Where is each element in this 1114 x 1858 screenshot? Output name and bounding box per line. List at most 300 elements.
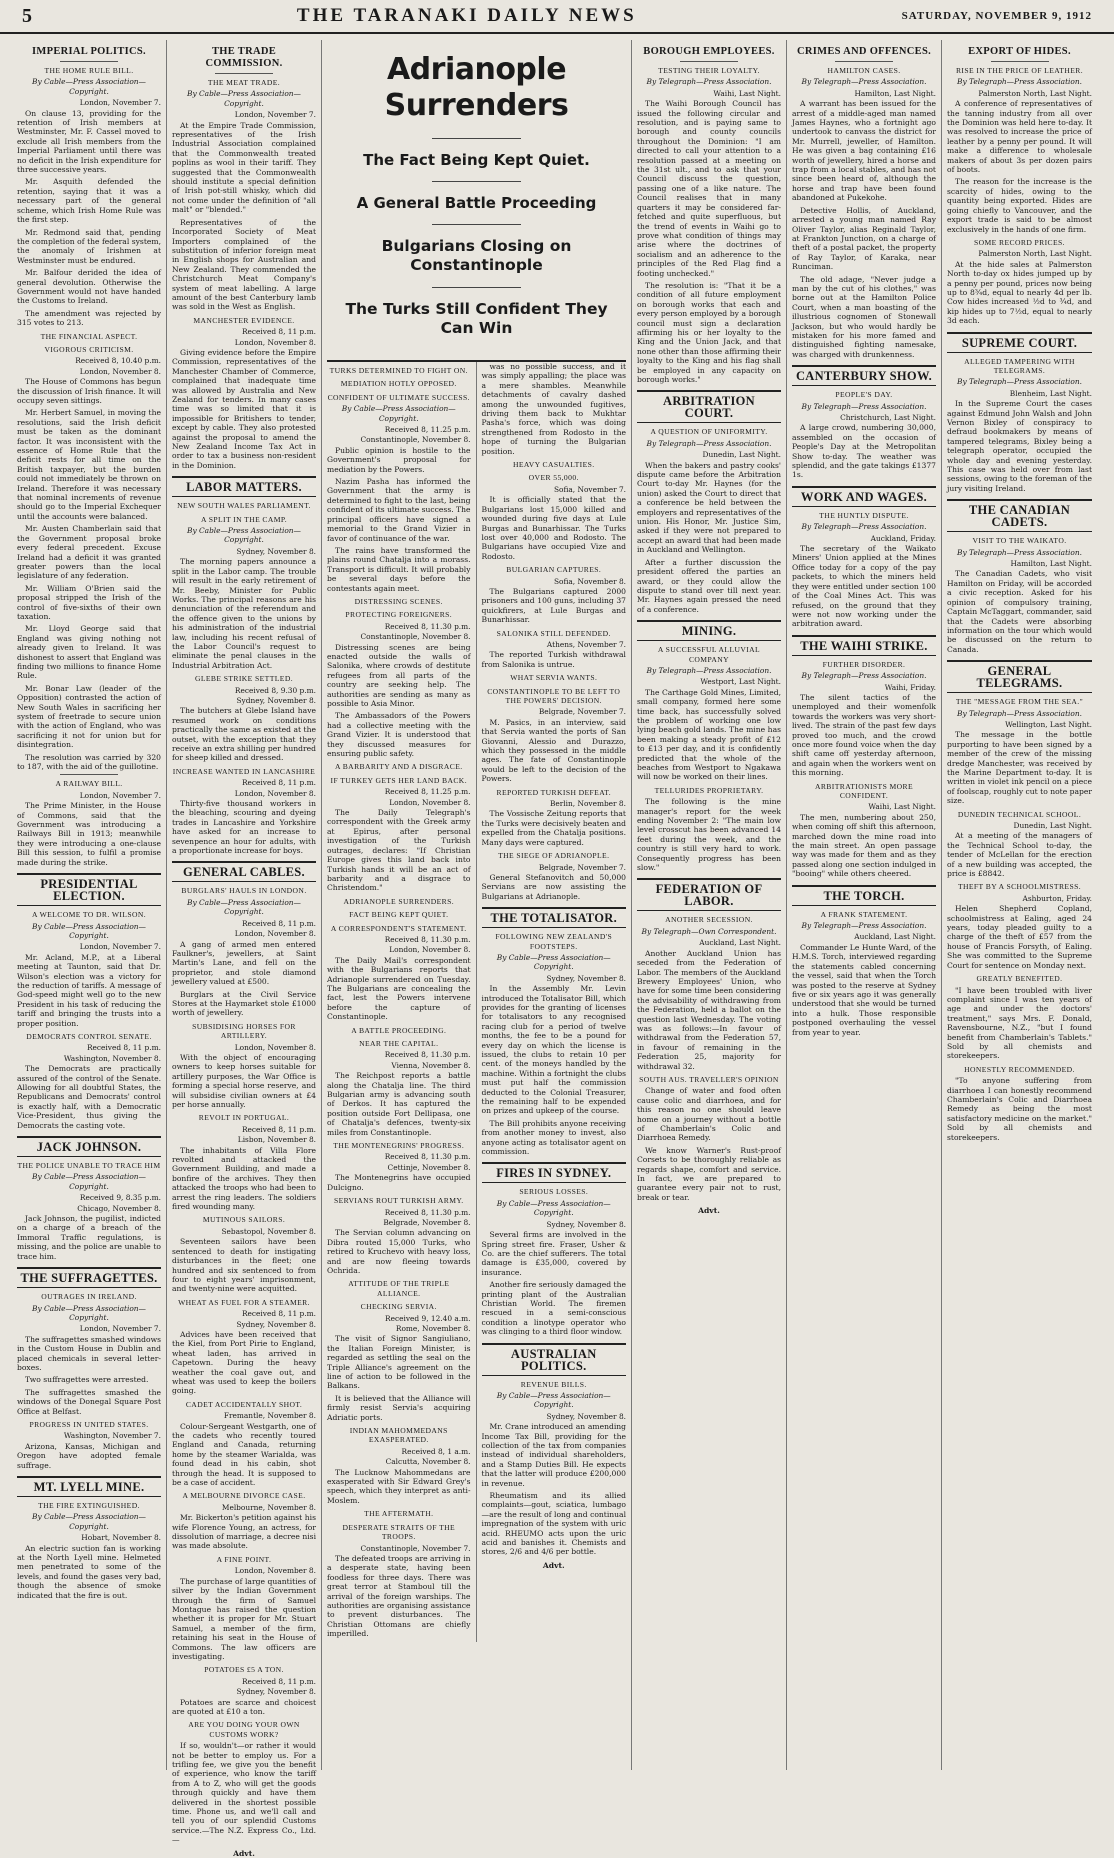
subheading: TESTING THEIR LOYALTY. <box>658 66 760 75</box>
paragraph: Distressing scenes are being enacted outside the walls of Salonika, where crowds of destitute refugees from all parts of the country are seeking help. The authorities are sending as many as possible to Asia Minor. <box>327 642 471 708</box>
subheading: GLEBE STRIKE SETTLED. <box>194 674 294 684</box>
paragraph: The House of Commons has begun the discussion of Irish finance. It will occupy seven sittings. <box>17 377 161 405</box>
section-heading: CANTERBURY SHOW. <box>792 365 936 386</box>
byline: By Telegraph—Press Association. <box>957 547 1082 557</box>
subheading: VISIT TO THE WAIKATO. <box>972 536 1067 546</box>
subheading: A BARBARITY AND A DISGRACE. <box>334 762 463 772</box>
paragraph: The old adage, "Never judge a man by the cut of his clothes," was borne out at the Hamilton Police Court, when a man boasting of the illustrious cognomen of Stonewall Jackson, but who would hardly be mistaken for his more famed and distinguished fighting namesake, was charged with drunkenness. <box>792 274 936 359</box>
subheading: CONSTANTINOPLE TO BE LEFT TO THE POWERS' DECISION. <box>487 686 621 705</box>
received-line: Received 9, 8.35 p.m. <box>79 1193 161 1203</box>
paragraph: Colour-Sergeant Westgarth, one of the cadets who recently toured England and Canada, returning home by the steamer Warialda, was found dead in his cabin, shot through the head. It is supposed to be a case of accident. <box>172 1421 316 1488</box>
byline: By Cable—Press Association—Copyright. <box>341 404 456 423</box>
paragraph: A gang of armed men entered Faulkner's, jewellers, at Saint Martin's Lane, and fell on the proprietor, and stole diamond jewellery valued at £500. <box>172 939 316 987</box>
dateline: Dunedin, Last Night. <box>702 450 781 460</box>
subheading: POTATOES £5 A TON. <box>204 1665 284 1675</box>
subheading: THEFT BY A SCHOOLMISTRESS. <box>957 882 1082 892</box>
subheading: SALONIKA STILL DEFENDED. <box>496 628 611 638</box>
paragraph: Mr. Acland, M.P., at a Liberal meeting at Taunton, said that Dr. Wilson's election was a victory for the reduction of tariffs. A message of God-speed might well go to the new President in his task of reducing the tariff and bringing the trusts into a proper position. <box>17 952 161 1028</box>
subheading: NEW SOUTH WALES PARLIAMENT. <box>177 501 311 511</box>
byline: By Telegraph—Press Association. <box>801 401 927 411</box>
section-heading: THE CANADIAN CADETS. <box>947 499 1092 532</box>
received-line: Received 8, 11 p.m. <box>241 918 316 928</box>
dateline: Westport, Last Night. <box>700 677 781 687</box>
column-1 <box>12 40 167 1770</box>
column-7 <box>942 40 1097 1770</box>
main-headline: Adrianople Surrenders <box>384 52 569 123</box>
byline: By Telegraph—Press Association. <box>957 77 1082 87</box>
paragraph: Mr. Austen Chamberlain said that the Government proposal broke every federal precedent. Excuse Ireland had a deficit it was granted greater powers than the local legislature of any federation. <box>17 524 161 581</box>
subheading: A QUESTION OF UNIFORMITY. <box>650 427 768 437</box>
subheading: VIGOROUS CRITICISM. <box>44 344 134 354</box>
received-line: Received 8, 11.30 p.m. <box>384 1050 471 1060</box>
dateline: London, November 8. <box>234 788 316 798</box>
section-heading: AUSTRALIAN POLITICS. <box>482 1343 626 1376</box>
paragraph: Giving evidence before the Empire Commission, representatives of the Manchester Chamber of Commerce, complained that inadequate time was allowed by Australia and New Zealand for tenders. In many cases time was so limited that it is impossible for Britishers to tender, except by cable. They also protested against the proposal to amend the New Zealand Income Tax Act in order to tax a business non-resident in the Dominion. <box>172 347 316 470</box>
paragraph: Public opinion is hostile to the Government's proposal for mediation by the Powers. <box>327 445 471 474</box>
paragraph: Mr. Bickerton's petition against his wife Florence Young, an actress, for dissolution of marriage, a decree nisi was made absolute. <box>172 1513 316 1551</box>
paragraph: Mr. Redmond said that, pending the completion of the federal system, the anomaly of Irishmen at Westminster must be endured. <box>17 227 161 265</box>
section-heading: EXPORT OF HIDES. <box>968 46 1071 57</box>
dateline: London, November 8. <box>79 366 161 376</box>
byline: By Cable—Press Association—Copyright. <box>32 1512 146 1531</box>
subheading: A WELCOME TO DR. WILSON. <box>31 910 147 920</box>
subheading: INDIAN MAHOMMEDANS EXASPERATED. <box>349 1426 448 1445</box>
subheading: A FRANK STATEMENT. <box>820 909 908 919</box>
dateline: Washington, November 8. <box>63 1053 161 1063</box>
dateline: Constantinople, November 7. <box>360 1543 471 1553</box>
subheading: INCREASE WANTED IN LANCASHIRE <box>172 766 316 776</box>
subheading: SUBSIDISING HORSES FOR ARTILLERY. <box>192 1021 296 1041</box>
section-heading: FIRES IN SYDNEY. <box>482 1162 626 1183</box>
received-line: Received 8, 11 p.m. <box>241 1676 316 1686</box>
received-line: Received 8, 11.30 p.m. <box>384 1152 471 1162</box>
paragraph: Mr. Herbert Samuel, in moving the resolutions, said the Irish deficit must be taken as the dominant factor. It was inconsistent with the essence of Home Rule that the deficit rests for all time on the British taxpayer, but the burden could not immediately be thrown on Ireland. Therefore it was necessary that nominal increments of revenue should go to the Imperial Exchequer until the accounts were balanced. <box>17 408 161 521</box>
dateline: Auckland, Last Night. <box>699 938 781 948</box>
byline: By Telegraph—Press Association. <box>801 921 927 931</box>
dateline: Cettinje, November 8. <box>387 1162 471 1172</box>
dateline: London, November 7. <box>79 790 161 800</box>
paragraph: The Reichpost reports a battle along the Chatalja line. The third Bulgarian army is advancing south of Derkos. It has captured the position outside Fort Dellipasa, one of Chatalja's defences, twenty-six miles from Constantinople. <box>327 1071 471 1137</box>
dateline: Sofia, November 8. <box>553 576 626 586</box>
divider <box>680 61 738 62</box>
deck-headline: The Turks Still Confident They Can Win <box>345 300 608 337</box>
advert-text: "I have been troubled with liver complaint since I was ten years of age and under the doctors' treatment," says Mrs. F. Donald, Ravensbourne, N.Z., "but I found benefit from Chamberlain's Tablets." Sold by all chemists and storekeepers. <box>947 985 1092 1061</box>
subheading: HEAVY CASUALTIES. <box>512 460 595 470</box>
paragraph: The Daily Mail's correspondent with the Bulgarians reports that Adrianople surrendered on Tuesday. The Bulgarians are concealing the fact, lest the Powers intervene before the capture of Constantinople. <box>327 955 471 1022</box>
war-news-right <box>477 362 626 1642</box>
advert-text: Rheumatism and its allied complaints—gout, sciatica, lumbago—are the result of long and continual impregnation of the system with uric acid. RHEUMO acts upon the uric acid and banishes it. Chemists and stores, 2/6 and 4/6 per bottle. <box>481 1491 626 1557</box>
dateline: Chicago, November 8. <box>77 1203 161 1213</box>
subheading: TELLURIDES PROPRIETARY. <box>654 785 764 795</box>
paragraph: The defeated troops are arriving in a desperate state, having been foodless for three days. There was great terror at Stamboul till the arrival of the foreign warships. The authorities are organising assistance to prevent disturbances. The Christian Ottomans are chiefly imperilled. <box>327 1553 471 1639</box>
subheading: DUNEDIN TECHNICAL SCHOOL. <box>957 809 1082 819</box>
paragraph: Jack Johnson, the pugilist, indicted on a charge of a breach of the Immoral Traffic regulations, is missing, and the police are unable to trace him. <box>17 1214 161 1261</box>
received-line: Received 8, 11.30 p.m. <box>384 1207 471 1217</box>
newspaper-title: THE TARANAKI DAILY NEWS <box>296 5 637 26</box>
subheading: THE "MESSAGE FROM THE SEA." <box>955 697 1084 707</box>
subheading: A SUCCESSFUL ALLUVIAL COMPANY <box>657 645 761 664</box>
subheading: A FINE POINT. <box>216 1554 272 1564</box>
paragraph: The Lucknow Mahommedans are exasperated with Sir Edward Grey's speech, which they interpret as anti-Moslem. <box>327 1467 471 1505</box>
paragraph: Seventeen sailors have been sentenced to death for instigating disturbances in the fleet; one hundred and six sentenced to from four to eight years' imprisonment, and twenty-nine were acquitted. <box>172 1237 316 1294</box>
paragraph: The Canadian Cadets, who visit Hamilton on Friday, will be accorded a civic reception. Asked for his opinion of compulsory training, Captain McTaggart, commander, said that the Cadets were absorbing information on the tour which would be discussed on the return to Canada. <box>947 569 1092 654</box>
subheading: REPORTED TURKISH DEFEAT. <box>496 787 612 797</box>
dateline: Hobart, November 8. <box>81 1533 161 1543</box>
paragraph: was no possible success, and it was simply appalling; the place was a mere shambles. Meanwhile detachments of cavalry dashed among the unwounded fugitives, driving them back to Mukhtar Pasha's force, which was doing strengthened from Rodosto in the hope of turning the Bulgarian position. <box>481 362 626 456</box>
subheading: A RAILWAY BILL. <box>55 779 123 789</box>
deck-headline: Bulgarians Closing on Constantinople <box>381 237 572 274</box>
war-news-column <box>322 40 632 1770</box>
paragraph: The suffragettes smashed the windows of the Donegal Square Post Office at Belfast. <box>17 1387 161 1416</box>
paragraph: The purchase of large quantities of silver by the Indian Government through the firm of Samuel Montague has raised the question whether it is proper for Mr. Stuart Samuel, a member of the firm, retaining his seat in the House of Commons. The law officers are investigating. <box>172 1576 316 1661</box>
subheading: RISE IN THE PRICE OF LEATHER. <box>955 66 1084 75</box>
section-heading: THE TOTALISATOR. <box>482 907 626 928</box>
received-line: Received 9, 12.40 a.m. <box>385 1313 471 1323</box>
paragraph: Commander Le Hunte Ward, of the H.M.S. Torch, interviewed regarding the statements cabled concerning the vessel, said that when the Torch was posted to the reserve at Sydney five or six years ago it was generally understood that she would be turned into a hulk. Those responsible postponed overhauling the vessel from year to year. <box>792 942 936 1037</box>
received-line: Received 8, 11 p.m. <box>241 1124 316 1134</box>
dateline: Rome, November 8. <box>395 1323 471 1333</box>
paragraph: Helen Shepherd Copland, schoolmistress at Ealing, aged 24 years, today pleaded guilty to a charge of the theft of £57 from the house of Francis Forsyth, of Ealing. She was committed to the Supreme Court for sentence on Monday next. <box>947 904 1092 970</box>
byline: By Cable—Press Association—Copyright. <box>187 526 301 545</box>
advert-text: "To anyone suffering from diarrhoea I can honestly recommend Chamberlain's Colic and Diarrhoea Remedy as being the most satisfactory medicine on the market." Sold by all chemists and storekeepers. <box>947 1076 1092 1142</box>
subheading: BULGARIAN CAPTURES. <box>506 565 602 575</box>
paragraph: Another Auckland Union has seceded from the Federation of Labor. The members of the Auckland Brewery Employees' Union, who have for some time been considering the advisability of withdrawing from the Federation, held a ballot on the question last Wednesday. The voting was as follows:—In favour of withdrawal from the Federation 57, in favour of remaining in the Federation 25, majority for withdrawal 32. <box>637 948 781 1071</box>
subheading: SERIOUS LOSSES. <box>519 1187 589 1197</box>
dateline: Ashburton, Friday. <box>1022 893 1092 903</box>
paragraph: Representatives of the Incorporated Society of Meat Importers complained of the substitution of inferior foreign meat in English shops for Australian and New Zealand. They commended the Christchurch Meat Company's system of meat labelling. A large amount of the best Canterbury lamb was sold in the West as English. <box>172 217 316 312</box>
paragraph: Mr. Crane introduced an amending Income Tax Bill, providing for the collection of the tax from companies instead of individual shareholders, and a Stamp Duties Bill. He expects that the latter will produce £200,000 in revenue. <box>481 1422 626 1488</box>
paragraph: The reason for the increase is the scarcity of hides, owing to the quantity being exported. Hides are going chiefly to Vancouver, and the export trade is said to be almost exclusively in the hands of one firm. <box>947 177 1092 234</box>
byline: By Telegraph—Own Correspondent. <box>641 926 777 936</box>
subheading: THE SIEGE OF ADRIANOPLE. <box>498 851 610 861</box>
received-line: Received 8, 11.25 p.m. <box>384 787 471 797</box>
paragraph: M. Pasics, in an interview, said that Servia wanted the ports of San Giovanni, Alessio and Durazzo, which they possessed in the middle ages. The fate of Constantinople would be left to the decision of the Powers. <box>481 717 626 784</box>
paragraph: Detective Hollis, of Auckland, arrested a young man named Ray Oliver Taylor, alias Reginald Taylor, at Frankton Junction, on a charge of theft of a postal packet, the property of Ray Taylor, of Karaka, near Runciman. <box>792 205 936 272</box>
column-2 <box>167 40 322 1858</box>
advert-marker: Advt. <box>698 1206 720 1216</box>
paragraph: Mr. William O'Brien said the proposal stripped the Irish of the control of five-sixths of their own taxation. <box>17 583 161 621</box>
dateline: Belgrade, November 8. <box>383 1217 471 1227</box>
advert-heading: ARE YOU DOING YOUR OWN CUSTOMS WORK? <box>188 1720 300 1739</box>
advert-text: Change of water and food often cause colic and diarrhoea, and for this reason no one should leave home on a journey without a bottle of Chamberlain's Colic and Diarrhoea Remedy. <box>637 1086 781 1143</box>
divider <box>60 61 118 62</box>
dateline: Auckland, Last Night. <box>854 932 936 942</box>
subheading: DISTRESSING SCENES. <box>354 596 443 606</box>
subheading: ANOTHER SECESSION. <box>665 915 753 925</box>
dateline: London, November 7. <box>79 942 161 952</box>
subheading: ALLEGED TAMPERING WITH TELEGRAMS. <box>964 356 1075 375</box>
received-line: Received 8, 11 p.m. <box>241 327 316 337</box>
paragraph: The Prime Minister, in the House of Commons, said that the Government was introducing a Railways Bill in 1913; meanwhile they were introducing a one-clause Bill this session, to fulfil a promise made during the strike. <box>17 801 161 867</box>
advert-marker: Advt. <box>542 1560 565 1570</box>
section-heading: THE WAIHI STRIKE. <box>792 635 936 656</box>
paragraph: The inhabitants of Villa Flore revolted and attacked the Government Building, and made a bonfire of the archives. They then attacked the troops who had been to arrest the ring leaders. The soldiers fired wounding many. <box>172 1145 316 1212</box>
subheading: REVENUE BILLS. <box>520 1379 587 1389</box>
dateline: Sydney, November 8. <box>546 973 626 983</box>
byline: By Cable—Press Association—Copyright. <box>32 921 146 940</box>
received-line: Received 8, 11 p.m. <box>86 1043 161 1053</box>
paragraph: It is believed that the Alliance will firmly resist Servia's acquiring Adriatic ports. <box>327 1393 471 1422</box>
paragraph: The Ambassadors of the Powers had a collective meeting with the Grand Vizier. It is understood that they discussed measures for ensuring public safety. <box>327 711 471 759</box>
dateline: London, November 7. <box>234 110 316 120</box>
byline: By Cable—Press Association—Copyright. <box>496 952 611 972</box>
paragraph: The Montenegrins have occupied Dulcigno. <box>327 1173 471 1192</box>
subheading: PEOPLE'S DAY. <box>835 390 893 400</box>
dateline: Sydney, November 8. <box>236 695 316 705</box>
byline: By Telegraph—Press Association. <box>646 665 772 675</box>
paragraph: The men, numbering about 250, when coming off shift this afternoon, marched down the mine road into the main street. An open passage way was made for them and as they passed along one section indulged in "booing" while others cheered. <box>792 812 936 879</box>
paragraph: The silent tactics of the unemployed and their womenfolk towards the workers was very short-lived. The strain of the past few days proved too much, and the crowd once more found voice when the day shift came off yesterday afternoon, and again when the workers went on this morning. <box>792 692 936 778</box>
paragraph: The rains have transformed the plains round Chatalja into a morass. Transport is difficult. It will probably be several days before the contestants again meet. <box>327 545 471 593</box>
subheading: WHEAT AS FUEL FOR A STEAMER. <box>178 1297 310 1307</box>
paragraph: The butchers at Glebe Island have resumed work on conditions practically the same as existed at the outset, with the exception that they receive an extra shilling per hundred for sheep killed and dressed. <box>172 706 316 763</box>
paragraph: The Bill prohibits anyone receiving from another money to invest, also anyone acting as totalisator agent on commission. <box>481 1118 626 1157</box>
paragraph: Potatoes are scarce and choicest are quoted at £10 a ton. <box>172 1697 316 1716</box>
byline: By Telegraph—Press Association. <box>646 77 772 87</box>
section-heading: THE TORCH. <box>792 885 936 906</box>
issue-date: SATURDAY, NOVEMBER 9, 1912 <box>901 10 1092 22</box>
received-line: Received 8, 10.40 p.m. <box>75 356 161 366</box>
subheading: SOUTH AUS. TRAVELLER'S OPINION <box>639 1074 779 1084</box>
divider <box>432 287 522 288</box>
subheading: WHAT SERVIA WANTS. <box>510 673 598 683</box>
dateline: Vienna, November 8. <box>391 1060 471 1070</box>
byline: By Telegraph—Press Association. <box>957 708 1082 718</box>
subheading: MEDIATION HOTLY OPPOSED. <box>340 379 457 389</box>
section-heading: MINING. <box>637 620 781 641</box>
dateline: Sofia, November 7. <box>553 484 626 494</box>
byline: By Cable—Press Association—Copyright. <box>32 1303 146 1322</box>
section-heading: CRIMES AND OFFENCES. <box>796 46 932 57</box>
subheading: A BATTLE PROCEEDING. <box>351 1025 447 1035</box>
paragraph: The visit of Signor Sangiuliano, the Italian Foreign Minister, is regarded as settling the seal on the Triple Alliance's agreement on the line of action to be followed in the Balkans. <box>327 1334 471 1391</box>
paragraph: Thirty-five thousand workers in the bleaching, scouring and dyeing trades in Lancashire and Yorkshire have asked for an increase to sevenpence an hour for adults, with a proportionate increase for boys. <box>172 799 316 856</box>
byline: By Cable—Press Association—Copyright. <box>496 1390 611 1410</box>
paragraph: In the Supreme Court the cases against Edmund John Walsh and John Vernon Bixley of conspiracy to defraud bookmakers by means of tampered telegrams, Bixley being a telegraph operator, occupied the whole day and evening yesterday. This case was held over from last sessions, owing to the foreman of the jury visiting Ireland. <box>947 399 1092 493</box>
paragraph: When the bakers and pastry cooks' dispute came before the Arbitration Court to-day Mr. Haynes (for the union) asked the Court to direct that a conference be held between the employers and representatives of the union. His Honor, Mr. Justice Sim, asked if they were not prepared to accept an award that had been made in Auckland and Wellington. <box>637 460 781 555</box>
advert-heading: HONESTLY RECOMMENDED. <box>964 1064 1075 1074</box>
dateline: Melbourne, November 8. <box>221 1502 316 1512</box>
received-line: Received 8, 11 p.m. <box>241 1309 316 1319</box>
divider <box>432 181 522 182</box>
received-line: Received 8, 11.30 p.m. <box>384 934 471 944</box>
subheading: CONFIDENT OF ULTIMATE SUCCESS. <box>327 392 470 402</box>
paragraph: A conference of representatives of the tanning industry from all over the Dominion was held here to-day. It was resolved to increase the price of leather by a penny per pound. It will make a difference to wholesale makers of about 3s per dozen pairs of boots. <box>947 99 1092 175</box>
dateline: London, November 8. <box>389 797 471 807</box>
section-heading: JACK JOHNSON. <box>17 1136 161 1157</box>
subheading: A CORRESPONDENT'S STATEMENT. <box>330 923 467 933</box>
section-heading: GENERAL TELEGRAMS. <box>947 660 1092 693</box>
dateline: Palmerston North, Last Night. <box>978 88 1092 98</box>
dateline: Sydney, November 8. <box>236 1687 316 1697</box>
subheading: ARBITRATIONISTS MORE CONFIDENT. <box>814 781 914 800</box>
received-line: Received 8, 11 p.m. <box>241 778 316 788</box>
subheading: OUTRAGES IN IRELAND. <box>41 1292 137 1302</box>
dateline: Sydney, November 8. <box>236 546 316 556</box>
received-line: Received 8, 11.25 p.m. <box>384 425 471 435</box>
subheading: SERVIANS ROUT TURKISH ARMY. <box>333 1196 464 1206</box>
paragraph: The Carthage Gold Mines, Limited, small company, formed here some time back, has successfully solved the problem of working one low lying beach gold lands. The mine has been making a steady profit of £12 to £13 per day, and it is confidently predicted that the whole of the beaches from Westport to Ngakawa will now be worked on their lines. <box>637 687 781 782</box>
dateline: Waihi, Friday. <box>884 682 936 692</box>
subheading: CADET ACCIDENTALLY SHOT. <box>185 1399 303 1409</box>
paragraph: Mr. Lloyd George said that England was giving nothing not already given to Ireland. It was dishonest to assert that England was finding two millions to finance Home Rule. <box>17 624 161 681</box>
subheading: NEAR THE CAPITAL. <box>359 1039 439 1048</box>
subheading: A SPLIT IN THE CAMP. <box>201 514 287 524</box>
section-heading: FEDERATION OF LABOR. <box>637 878 781 911</box>
paragraph: The resolution is: "That it be a condition of all future employment on borough works that each and every person employed by a borough council must sign a declaration affirming his or her loyalty to the King and the Union Jack, and that none other than those affirming their loyalty to the King and his flag shall be employed in any capacity on borough works." <box>637 280 781 384</box>
received-line: Received 8, 1 a.m. <box>401 1446 471 1456</box>
dateline: London, November 7. <box>79 1324 161 1334</box>
paragraph: After a further discussion the president offered the parties an award, or they could allow the dispute to stand over till next year. Mr. Haynes again pressed the need of a conference. <box>637 557 781 614</box>
dateline: Palmerston North, Last Night. <box>978 249 1092 259</box>
subheading: FOLLOWING NEW ZEALAND'S FOOTSTEPS. <box>495 932 613 951</box>
dateline: Sydney, November 8. <box>546 1219 626 1229</box>
dateline: London, November 8. <box>234 1566 316 1576</box>
section-heading: GENERAL CABLES. <box>172 861 316 882</box>
paragraph: Two suffragettes were arrested. <box>25 1375 149 1385</box>
subheading: OVER 55,000. <box>528 473 579 483</box>
section-heading: SUPREME COURT. <box>947 332 1092 353</box>
paragraph: At the Empire Trade Commission, representatives of the Irish Industrial Association complained that the Commonwealth treated poplins as wool in their tariff. They suggested that the Commonwealth should institute a special definition of Irish pot-still whisky, which did not come under the definition of "all malt" or "blended." <box>172 120 316 215</box>
byline: By Telegraph—Press Association. <box>801 77 927 87</box>
dateline: Belgrade, November 7. <box>538 707 626 717</box>
byline: By Cable—Press Association—Copyright. <box>32 77 146 96</box>
paragraph: The reported Turkish withdrawal from Salonika is untrue. <box>481 650 626 669</box>
dateline: Calcutta, November 8. <box>385 1457 471 1467</box>
subheading: IF TURKEY GETS HER LAND BACK. <box>330 775 467 785</box>
dateline: Belgrade, November 7. <box>538 862 626 872</box>
dateline: London, November 7. <box>79 98 161 108</box>
dateline: London, November 8. <box>234 337 316 347</box>
section-heading: THE TRADE COMMISSION. <box>205 46 283 69</box>
dateline: Sydney, November 8. <box>236 1319 316 1329</box>
dateline: Berlin, November 8. <box>549 799 626 809</box>
divider <box>835 61 893 62</box>
paragraph: At the hide sales at Palmerston North to-day ox hides jumped up by a penny per pound, prices now being up to 8¾d, equal to nearly 4d per lb. Cow hides increased ½d to ¾d, and kip hides up to 7½d, equal to nearly 3d each. <box>947 259 1092 326</box>
section-heading: WORK AND WAGES. <box>792 486 936 507</box>
paragraph: On clause 13, providing for the retention of Irish members at Westminster, Mr. F. Cassel moved to exclude all Irish members from the Imperial Parliament until there was no deficit in the Irish expenditure for three successive years. <box>17 108 161 175</box>
paragraph: An electric suction fan is working at the North Lyell mine. Helmeted men penetrated to some of the levels, and found the gases very bad, though the absence of smoke indicated that the fire is out. <box>17 1543 161 1600</box>
paragraph: Mr. Balfour derided the idea of general devolution. Otherwise the Government would not have handed the Customs to Ireland. <box>17 268 161 306</box>
paragraph: The Bulgarians captured 2000 prisoners and 100 guns, including 37 quickfirers, at Lule Burgas and Bunarhissar. <box>481 586 626 625</box>
received-line: Received 8, 11.30 p.m. <box>384 621 471 631</box>
paragraph: The Daily Telegraph's correspondent with the Greek army at Epirus, after personal investigation of the Turkish outrages, declares: "If Christian Europe gives this land back into Turkish hands it will be an act of barbarity and a disgrace to Christendom." <box>327 808 471 893</box>
subheading: THE MONTENEGRINS' PROGRESS. <box>333 1141 465 1151</box>
advert-text: We know Warner's Rust-proof Corsets to be thoroughly reliable as regards shape, comfort and service. In fact, we are prepared to guarantee every pair not to rust, break or tear. <box>637 1145 781 1202</box>
subheading: ADRIANOPLE SURRENDERS. <box>343 896 454 906</box>
received-line: Received 8, 9.30 p.m. <box>234 685 316 695</box>
paragraph: The morning papers announce a split in the Labor camp. The trouble will result in the early retirement of Mr. Beeby, Minister for Public Works. The principal reasons are his denunciation of the referendum and the offence given to the unions by his administration of the industrial law, including his recent refusal of the Labor Council's request to eliminate the penal clauses in the Industrial Arbitration Act. <box>172 557 316 670</box>
paragraph: The suffragettes smashed windows in the Custom House in Dublin and placed chemicals in several letter-boxes. <box>17 1334 161 1372</box>
subheading: TURKS DETERMINED TO FIGHT ON. <box>329 366 468 375</box>
war-news-subcolumns <box>327 360 626 1642</box>
subheading: PROTECTING FOREIGNERS. <box>345 610 453 620</box>
dateline: Athens, November 7. <box>546 639 626 649</box>
dateline: Hamilton, Last Night. <box>854 88 936 98</box>
column-6 <box>787 40 942 1770</box>
subheading: THE POLICE UNABLE TO TRACE HIM <box>17 1161 161 1171</box>
section-heading: MT. LYELL MINE. <box>17 1476 161 1497</box>
subheading: A MELBOURNE DIVORCE CASE. <box>182 1491 306 1501</box>
paragraph: Nazim Pasha has informed the Government that the army is determined to fight to the last, being confident of its ultimate success. The principal officers have signed a memorial to the Grand Vizier in favor of continuance of the war. <box>327 477 471 543</box>
paragraph: Several firms are involved in the Spring street fire. Fraser, Usher & Co. are the chief sufferers. The total damage is £35,000, covered by insurance. <box>481 1230 626 1277</box>
dateline: Lisbon, November 8. <box>237 1135 316 1145</box>
subheading: SOME RECORD PRICES. <box>974 237 1065 247</box>
subheading: DEMOCRATS CONTROL SENATE. <box>26 1031 152 1041</box>
paragraph: The secretary of the Waikato Miners' Union applied at the Mines Office today for a copy of the pay packets, to which the miners held they were entitled under section 100 of the Coal Mines Act. This was refused, on the ground that they were not now working under the arbitration award. <box>792 544 936 629</box>
subheading: CHECKING SERVIA. <box>360 1302 437 1312</box>
divider <box>432 224 522 225</box>
subheading: THE FINANCIAL ASPECT. <box>40 331 138 341</box>
subheading: THE HUNTLY DISPUTE. <box>819 510 909 520</box>
paragraph: Another fire seriously damaged the printing plant of the Australian Christian World. The firemen rescued in a semi-conscious condition a linotype operator who was clinging to a third floor window. <box>481 1280 626 1337</box>
section-heading: ARBITRATION COURT. <box>637 390 781 423</box>
dateline: London, November 8. <box>234 1042 316 1052</box>
section-heading: BOROUGH EMPLOYEES. <box>643 46 775 57</box>
subheading: BURGLARS' HAULS IN LONDON. <box>181 886 307 896</box>
paragraph: At a meeting of the managers of the Technical School to-day, the tender of McLellan for the erection of a new building was accepted, the price is £8842. <box>947 831 1092 879</box>
subheading: MANCHESTER EVIDENCE. <box>193 315 295 325</box>
subheading: REVOLT IN PORTUGAL. <box>198 1113 290 1123</box>
paragraph: The Waihi Borough Council has issued the following circular and resolution, and is paying same to borough and county councils throughout the Dominion: "I am directed to call your attention to a resolution passed at a meeting on the 31st ult., and to ask that your Council discuss the question, passing one of a like nature. The Council realises that in many quarters it may be considered far-fetched and quite superfluous, but the trend of events in Waihi go to prove what condition of things may arise where the doctrines of socialism and an adherence to the principles of the Red Flag find a footing unchecked." <box>637 99 781 278</box>
paragraph: The Servian column advancing on Dibra routed 15,000 Turks, who retired to Kruchevo with heavy loss, and are now fleeing towards Ochrida. <box>327 1228 471 1275</box>
byline: By Cable—Press Association—Copyright. <box>32 1172 146 1191</box>
newspaper-page <box>12 40 1102 1858</box>
byline: By Telegraph—Press Association. <box>801 671 927 681</box>
dateline: Blenheim, Last Night. <box>1009 388 1092 398</box>
byline: By Cable—Press Association—Copyright. <box>496 1198 611 1218</box>
section-heading: THE SUFFRAGETTES. <box>17 1267 161 1288</box>
paragraph: Arizona, Kansas, Michigan and Oregon have adopted female suffrage. <box>17 1441 161 1470</box>
war-news-left <box>327 362 477 1642</box>
deck-headline: A General Battle Proceeding <box>356 194 597 212</box>
advert-marker: Advt. <box>233 1848 255 1858</box>
subheading: MUTINOUS SAILORS. <box>202 1215 286 1225</box>
dateline: Constantinople, November 8. <box>360 435 471 445</box>
paragraph: A warrant has been issued for the arrest of a middle-aged man named James Haynes, who a fortnight ago undertook to canvass the district for Mr. Murrell, jeweller, of Hamilton. He was given a bag containing £16 worth of jewellery, hired a horse and trap from a local stables, and has not since been heard of, although the horse and trap have been found abandoned at Pukekohe. <box>792 99 936 203</box>
dateline: Constantinople, November 8. <box>360 632 471 642</box>
dateline: Fremantle, November 8. <box>223 1411 316 1421</box>
dateline: Auckland, Friday. <box>870 533 936 543</box>
deck-headline: The Fact Being Kept Quiet. <box>363 151 590 169</box>
divider <box>432 138 522 139</box>
byline: By Telegraph—Press Association. <box>957 377 1082 387</box>
subheading: THE AFTERMATH. <box>364 1509 434 1519</box>
subheading: THE HOME RULE BILL. <box>44 66 134 75</box>
advert-heading: GREATLY BENEFITED. <box>976 974 1063 984</box>
paragraph: Mr. Asquith defended the retention, saying that it was a necessary part of the general scheme, which Irish Home Rule was the first step. <box>17 177 161 225</box>
dateline: Waihi, Last Night. <box>868 802 936 812</box>
paragraph: The Vossische Zeitung reports that the Turks were decisively beaten and expelled from the Chatalja positions. Many days were captured. <box>481 809 626 847</box>
subheading: HAMILTON CASES. <box>827 66 901 75</box>
dateline: Hamilton, Last Night. <box>1010 559 1092 569</box>
byline: By Telegraph—Press Association. <box>646 438 772 448</box>
dateline: Waihi, Last Night. <box>713 88 781 98</box>
paragraph: The message in the bottle purporting to have been signed by a member of the crew of the missing dredge Manchester, was received by the Marine Department to-day. It is written in violet ink pencil on a piece of foolscap, roughly cut to note paper size. <box>947 730 1092 806</box>
paragraph: Mr. Bonar Law (leader of the Opposition) contrasted the action of New South Wales in sacrificing her system of freetrade to secure union with the action of England, who was sacrificing it not for union but for disintegration. <box>17 683 161 750</box>
paragraph: The Democrats are practically assured of the control of the Senate. Allowing for all doubtful States, the Republicans and Democrats' control is exactly half, with a Democratic Vice-President, thus giving the Democrats the casting vote. <box>17 1064 161 1130</box>
paragraph: With the object of encouraging owners to keep horses suitable for artillery purposes, the War Office is forming a special horse reserve, and will subsidise civilian owners at £4 per horse annually. <box>172 1052 316 1109</box>
byline: By Telegraph—Press Association. <box>801 522 927 532</box>
byline: By Cable—Press Association—Copyright. <box>187 89 301 108</box>
paragraph: It is officially stated that the Bulgarians lost 15,000 killed and wounded during five days at Lule Burgas and Bunarhissar. The Turks lost over 40,000 and Rodosto. The Bulgarians have occupied Vize and Rodosto. <box>481 495 626 561</box>
advert-text: If so, wouldn't—or rather it would not be better to employ us. For a trifling fee, we give you the benefit of experience, who know the tariff from A to Z, who will get the goods through quickly and have them delivered in the shortest possible time. Phone us, and we'll call and tell you of our splendid Customs service.—The N.Z. Express Co., Ltd.— <box>172 1741 316 1845</box>
subheading: ATTITUDE OF THE TRIPLE ALLIANCE. <box>348 1279 450 1298</box>
subheading: FACT BEING KEPT QUIET. <box>349 910 449 920</box>
section-heading: LABOR MATTERS. <box>172 476 316 497</box>
section-heading: IMPERIAL POLITICS. <box>32 46 146 57</box>
dateline: London, November 8. <box>389 945 471 955</box>
